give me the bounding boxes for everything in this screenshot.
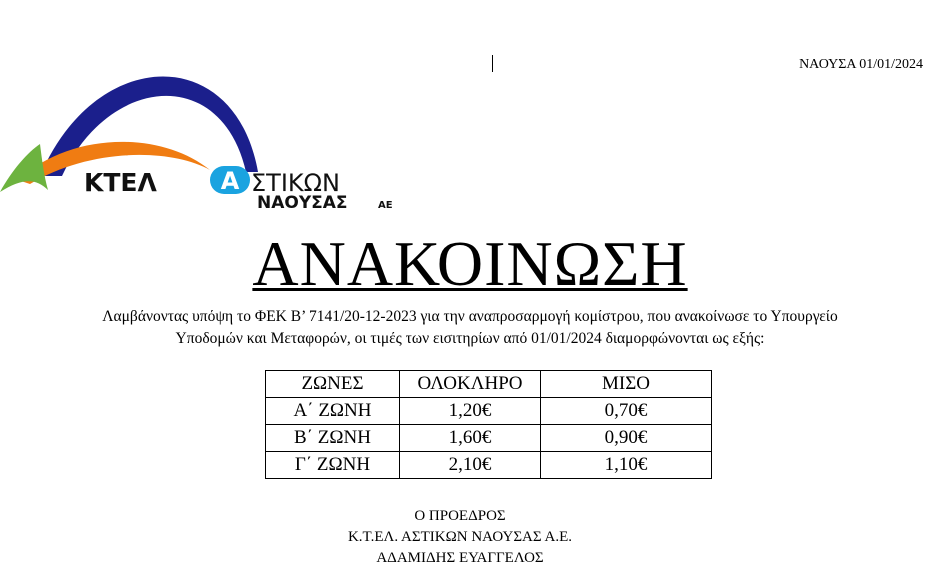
half-price-cell: 1,10€ [541,452,712,479]
text-cursor [492,55,493,72]
announcement-heading [0,228,940,300]
header-zones: ΖΩΝΕΣ [266,371,400,398]
signature-company: Κ.Τ.ΕΛ. ΑΣΤΙΚΩΝ ΝΑΟΥΣΑΣ Α.Ε. [347,529,573,545]
full-price-cell: 1,20€ [400,398,541,425]
signature-title: Ο ΠΡΟΕΔΡΟΣ [414,508,506,524]
half-price-cell: 0,70€ [541,398,712,425]
signature-block [0,506,920,569]
logo-text-main: ΚΤΕΛ [84,168,157,197]
ktel-logo [0,74,410,216]
full-price-cell: 1,60€ [400,425,541,452]
signature-name: ΑΔΑΜΙΔΗΣ ΕΥΑΓΓΕΛΟΣ [376,550,544,566]
table-row [266,398,712,425]
date-line: ΝΑΟΥΣΑ 01/01/2024 [799,57,923,72]
announcement-body [0,306,940,350]
full-price-cell: 2,10€ [400,452,541,479]
header-full: ΟΛΟΚΛΗΡΟ [400,371,541,398]
heading-text: ΑΝΑΚΟΙΝΩΣΗ [252,228,688,299]
zone-cell: Β΄ ΖΩΝΗ [266,425,400,452]
table-row [266,425,712,452]
zone-cell: Α΄ ΖΩΝΗ [266,398,400,425]
body-line-2: Υποδομών και Μεταφορών, οι τιμές των εισιτηρίων από 01/01/2024 διαμορφώνονται ως εξής: [175,330,765,347]
logo-text-suffix: ΑΕ [378,200,393,211]
logo-text-rest: ΣΤΙΚΩΝ [251,169,340,197]
zone-cell: Γ΄ ΖΩΝΗ [266,452,400,479]
half-price-cell: 0,90€ [541,425,712,452]
body-line-1: Λαμβάνοντας υπόψη το ΦΕΚ Β’ 7141/20-12-2023 για την αναπροσαρμογή κομίστρου, που ανακοίνωσε το Υπουργείο [102,308,838,325]
fare-table-header-row [266,371,712,398]
table-row [266,452,712,479]
logo-badge-letter: Α [220,167,240,195]
fare-table [265,370,712,479]
header-half: ΜΙΣΟ [541,371,712,398]
logo-text-sub: ΝΑΟΥΣΑΣ [257,193,348,213]
